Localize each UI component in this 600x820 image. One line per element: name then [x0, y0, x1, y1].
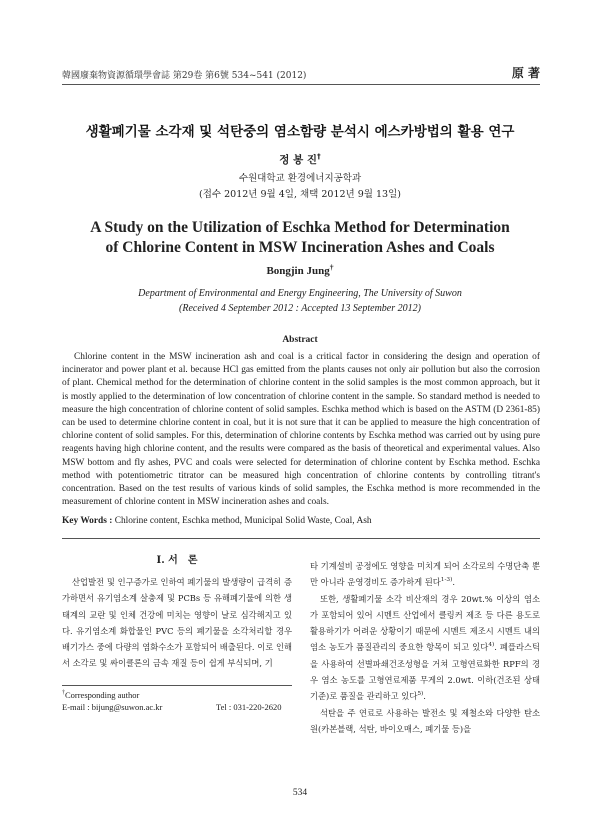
english-dates: (Received 4 September 2012 : Accepted 13 September 2012): [179, 303, 421, 314]
abstract-heading: Abstract: [282, 335, 318, 345]
running-header: [62, 64, 540, 84]
footnote-rule: [62, 685, 292, 686]
english-title-line2: of Chlorine Content in MSW Incineration Ashes and Coals: [105, 239, 495, 256]
keywords-text: Chlorine content, Eschka method, Municipal Solid Waste, Coal, Ash: [114, 516, 372, 526]
journal-citation: 韓國廢棄物資源循環學會誌 第29卷 第6號 534~541 (2012): [62, 71, 307, 81]
footnote-corresponding: †Corresponding author: [62, 690, 140, 700]
english-author: Bongjin Jung†: [266, 262, 334, 277]
keywords: [62, 516, 540, 526]
english-affiliation-block: [0, 286, 600, 316]
abstract-text: Chlorine content in the MSW incineration ash and coal is a critical factor in considering the design and operation of incinerator and power plant et al. because HCl gas emitted from the plants causes not only air pollution but also the corrosion of plant. Chemical method for the determination of chlorine content in the solid samples is the most common approach, but it is mostly applied to the determination of low concentration of chlorine content in the sample. So standard method is needed to measure the high concentration of chlorine content of solid samples. Eschka method which is based on the ASTM (D 2361-85) can be used to determine chlorine content in coal, but it is not sure that it can be applied to measure the high concentration of chlorine content of solid samples. For this, determination of chlorine contents by Eschka method was carried out by using pure reagents having high chlorine content, and the results were compared as the basis of theoretical and experimental values. Also MSW bottom and fly ashes, PVC and coals were selected for determination of chlorine content by Eschka method. Eschka method with potentiometric titrator can be measured high concentration of chlorine contents by controlling titrant's concentration. Based on the test results of various kinds of solid samples, the Eschka method is more recommended in the measurement of chlorine content in MSW incineration ashes and coals.: [62, 352, 540, 508]
english-title-line1: A Study on the Utilization of Eschka Method for Determination: [90, 219, 510, 236]
footnote-contact: [62, 701, 292, 713]
english-author-mark: †: [329, 262, 334, 272]
page-number: 534: [292, 788, 308, 798]
korean-dates: (접수 2012년 9월 4일, 채택 2012년 9월 13일): [199, 189, 401, 200]
english-affiliation: Department of Environmental and Energy Engineering, The University of Suwon: [138, 288, 462, 299]
section-heading: I. 서 론: [156, 555, 198, 566]
intro-right-column: [310, 558, 540, 737]
right-paragraph-2: 또한, 생활폐기물 소각 비산재의 경우 20wt.% 이상의 염소가 포함되어 있어 시멘트 산업에서 클링커 제조 등 다른 용도로 활용하기가 어려운 상황이기 때문에 시멘트 제조시 시멘트 내의 염소 농도가 품질관리의 중요한 항목이 되고 있다$^{4)}$. 폐플라스틱을 사용하여 선별파쇄건조성형을 거쳐 고형연료화한 RPF의 경우 염소 농도를 고형연료제품 무게의 2.0wt. 이하(건조된 상태 기준)로 품질을 관리하고 있다$^{5)}$.: [310, 593, 540, 702]
korean-title: 생활폐기물 소각재 및 석탄중의 염소함량 분석시 에스카방법의 활용 연구: [85, 124, 515, 140]
korean-author: 정 봉 진†: [279, 151, 321, 166]
right-paragraph-3: 석탄을 주 연료로 사용하는 발전소 및 제철소와 다양한 탄소원(카본블랙, 석탄, 바이오매스, 폐기물 등)을: [310, 707, 540, 734]
section-rule: [62, 538, 540, 539]
footnote-email: E-mail : bijung@suwon.ac.kr: [62, 702, 163, 712]
author-mark: †: [317, 151, 321, 161]
article-type-badge: 原 著: [511, 66, 540, 80]
keywords-label: Key Words :: [62, 516, 113, 526]
english-title: [0, 218, 600, 258]
korean-affiliation: 수원대학교 환경에너지공학과: [238, 173, 362, 184]
intro-left-paragraph: 산업발전 및 인구증가로 인하여 폐기물의 발생량이 급격히 증가하면서 유기염소계 살충제 및 PCBs 등 유해폐기물에 의한 생태계의 교란 및 인체 건강에 미치는 영향이 날로 심각해지고 있다. 유기염소계 화합물인 PVC 등의 폐기물을 소각처리할 경우 배기가스 중에 다량의 염화수소가 포함되어 배출된다. 이로 인해서 소각로 및 싸이클론의 금속 재질 등이 쉽게 부식되며, 기: [62, 577, 292, 669]
right-paragraph-1: 타 기계설비 공정에도 영향을 미치게 되어 소각로의 수명단축 뿐만 아니라 운영경비도 증가하게 된다$^{1-3)}$.: [310, 561, 540, 588]
footnote-tel: Tel : 031-220-2620: [216, 702, 282, 712]
header-rule: [62, 84, 540, 85]
